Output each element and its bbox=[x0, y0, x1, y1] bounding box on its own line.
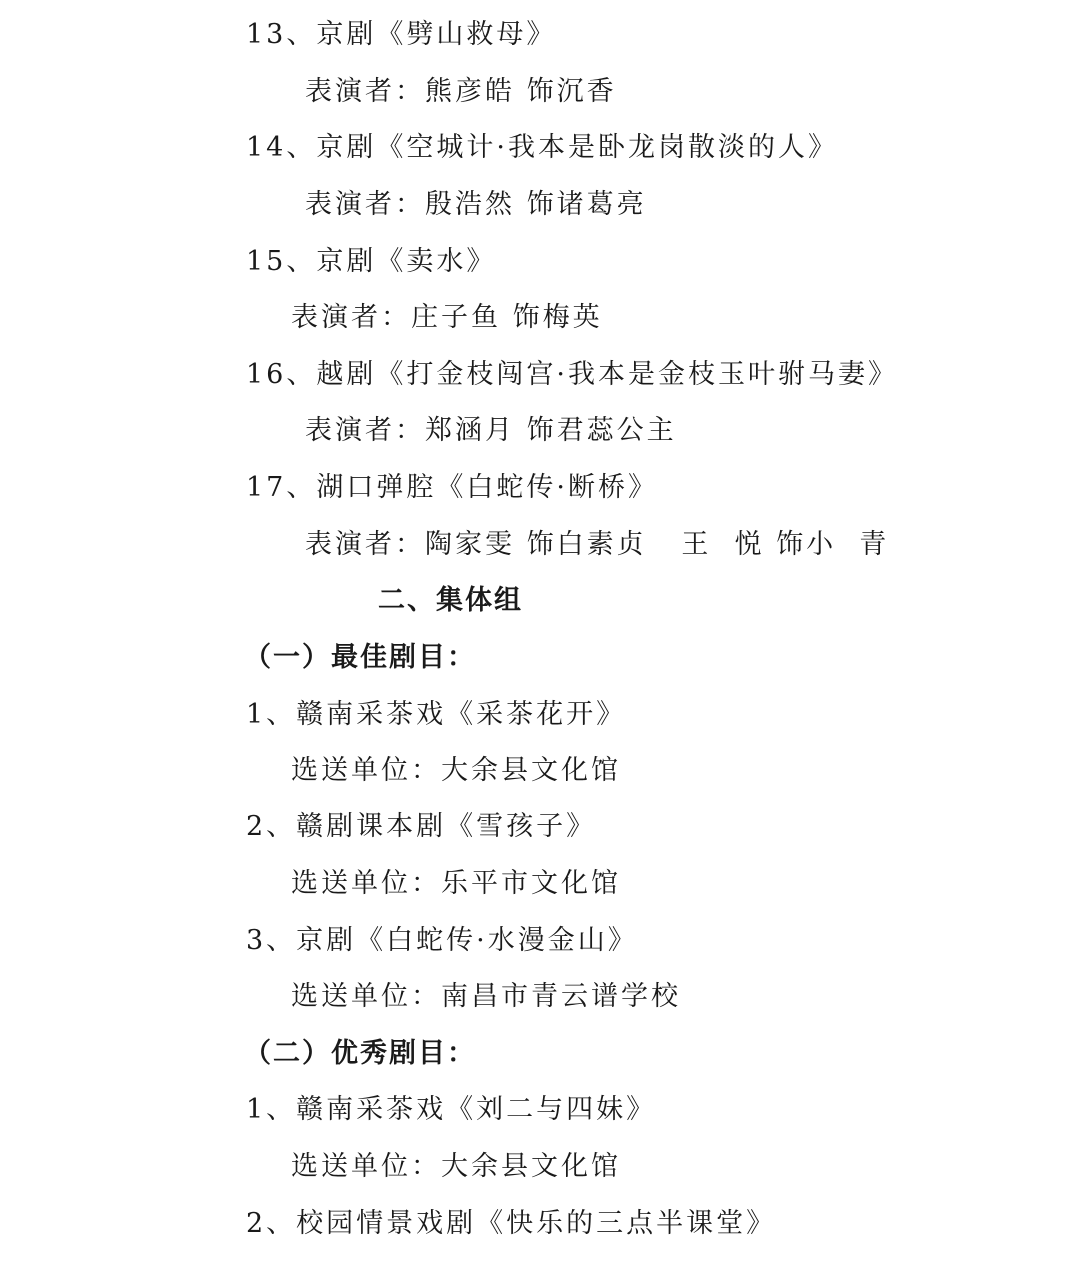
performer-line: 表演者：熊彦皓 饰沉香 bbox=[305, 76, 617, 107]
performer-line: 表演者：殷浩然 饰诸葛亮 bbox=[305, 189, 647, 220]
program-title: 17、湖口弹腔《白蛇传·断桥》 bbox=[246, 472, 658, 503]
unit-line: 选送单位：南昌市青云谱学校 bbox=[291, 981, 681, 1012]
program-title: 14、京剧《空城计·我本是卧龙岗散淡的人》 bbox=[246, 132, 838, 163]
performer-line: 表演者：郑涵月 饰君蕊公主 bbox=[305, 415, 677, 446]
program-title: 2、赣剧课本剧《雪孩子》 bbox=[246, 811, 597, 842]
program-title: 3、京剧《白蛇传·水漫金山》 bbox=[246, 925, 638, 956]
performer-line: 表演者：庄子鱼 饰梅英 bbox=[291, 302, 603, 333]
subsection-heading-best: （一）最佳剧目： bbox=[244, 642, 476, 673]
program-title: 13、京剧《劈山救母》 bbox=[246, 19, 557, 50]
program-title: 1、赣南采茶戏《刘二与四妹》 bbox=[246, 1094, 657, 1125]
unit-line: 选送单位：大余县文化馆 bbox=[291, 1151, 621, 1182]
program-title: 2、校园情景戏剧《快乐的三点半课堂》 bbox=[246, 1208, 777, 1239]
program-title: 1、赣南采茶戏《采茶花开》 bbox=[246, 699, 627, 730]
subsection-heading-excellent: （二）优秀剧目： bbox=[244, 1038, 476, 1069]
program-title: 15、京剧《卖水》 bbox=[246, 246, 497, 277]
unit-line: 选送单位：大余县文化馆 bbox=[291, 755, 621, 786]
section-title: 二、集体组 bbox=[378, 585, 523, 616]
unit-line: 选送单位：乐平市文化馆 bbox=[291, 868, 621, 899]
program-title: 16、越剧《打金枝闯宫·我本是金枝玉叶驸马妻》 bbox=[246, 359, 898, 390]
performer-line: 表演者：陶家雯 饰白素贞 王 悦 饰小 青 bbox=[305, 529, 890, 560]
